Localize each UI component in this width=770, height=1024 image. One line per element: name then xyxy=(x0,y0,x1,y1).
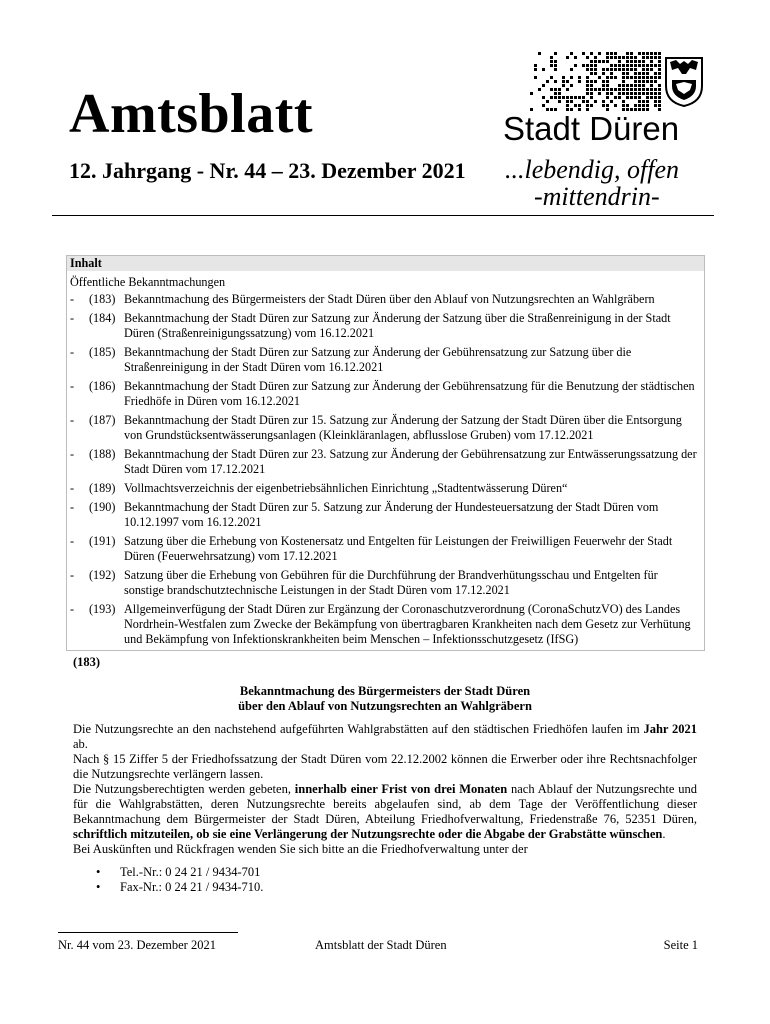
toc-item-dash: - xyxy=(70,602,75,616)
toc-item-number: (187) xyxy=(89,413,116,427)
toc-item-text: Satzung über die Erhebung von Kostenersatz und Entgelten für Leistungen der Freiwilligen Feuerwehr der Stadt Düren (Feuerwehrsatzung) vom 17.12.2021 xyxy=(124,534,673,563)
toc-item-text: Bekanntmachung der Stadt Düren zur Satzung zur Änderung der Satzung über die Straßenreinigung in der Stadt Düren (Straßenreinigungssatzung) vom 16.12.2021 xyxy=(124,311,671,340)
bullet-icon: • xyxy=(96,880,101,894)
toc-item-dash: - xyxy=(70,447,75,461)
toc-item xyxy=(67,568,704,598)
toc-item-text: Satzung über die Erhebung von Gebühren für die Durchführung der Brandverhütungsschau und Entgelten für sonstige brandschutztechnische Leistungen in der Stadt Düren vom 17.12.2021 xyxy=(124,568,658,597)
toc-item-number: (189) xyxy=(89,481,116,495)
text-run: ab. xyxy=(73,737,88,751)
slogan-line-1: ...lebendig, offen xyxy=(505,155,680,184)
toc-item-number: (190) xyxy=(89,500,116,514)
paragraph-3 xyxy=(73,782,697,842)
toc-item xyxy=(67,481,704,496)
toc-item-dash: - xyxy=(70,534,75,548)
toc-item-dash: - xyxy=(70,500,75,514)
bullet-icon: • xyxy=(96,865,101,879)
toc-item-text: Bekanntmachung der Stadt Düren zur Satzung zur Änderung der Gebührensatzung zur Satzung über die Straßenreinigung in der Stadt Düren vom 16.12.2021 xyxy=(124,345,632,374)
toc-item-text: Bekanntmachung der Stadt Düren zur 23. Satzung zur Änderung der Gebührensatzung zur Entwässerungssatzung der Stadt Düren vom 17.12.2021 xyxy=(124,447,697,476)
toc-item-text: Bekanntmachung der Stadt Düren zur 15. Satzung zur Änderung der Satzung der Stadt Düren über die Entsorgung von Grundstücksentwässerungsanlagen (Kleinkläranlagen, abflusslose Gruben) vom 17.12.2021 xyxy=(124,413,682,442)
toc-item-dash: - xyxy=(70,481,75,495)
toc-item-text: Vollmachtsverzeichnis der eigenbetriebsähnlichen Einrichtung „Stadtentwässerung Düren“ xyxy=(124,481,568,495)
article-title xyxy=(73,684,697,714)
slogan-line-2: -mittendrin- xyxy=(534,182,660,211)
text-run: Die Nutzungsrechte an den nachstehend aufgeführten Wahlgrabstätten auf den städtischen Friedhöfen laufen im xyxy=(73,722,644,736)
footer-publication: Amtsblatt der Stadt Düren xyxy=(315,938,447,952)
toc-item-number: (192) xyxy=(89,568,116,582)
article-title-line-2: über den Ablauf von Nutzungsrechten an Wahlgräbern xyxy=(238,699,532,713)
contact-text: Tel.-Nr.: 0 24 21 / 9434-701 xyxy=(120,865,261,879)
paragraph-1 xyxy=(73,722,697,752)
toc-item-dash: - xyxy=(70,345,75,359)
article-number: (183) xyxy=(73,655,101,669)
footer-page-number: Seite 1 xyxy=(663,938,698,952)
footer-issue: Nr. 44 vom 23. Dezember 2021 xyxy=(58,938,216,952)
toc-item xyxy=(67,311,704,341)
issue-line: 12. Jahrgang - Nr. 44 – 23. Dezember 2021 xyxy=(69,158,466,183)
contact-item-fax xyxy=(96,880,263,895)
toc-item-dash: - xyxy=(70,379,75,393)
text-run: nach Ablauf der Nutzungsrechte und für die Wahlgrabstätten, deren Nutzungsrechte bereits abgelaufen sind, ab dem Tage der Veröffentlichung dieser Bekanntmachung dem Bürgermeister der Stadt Düren, Abteilung Friedhofverwaltung, Friedenstraße 76, 52351 Düren, xyxy=(73,782,698,826)
contact-text: Fax-Nr.: 0 24 21 / 9434-710. xyxy=(120,880,264,894)
toc-item-text: Allgemeinverfügung der Stadt Düren zur Ergänzung der Coronaschutzverordnung (CoronaSchutzVO) des Landes Nordrhein-Westfalen zum Zwecke der Bekämpfung von übertragbaren Krankheiten nach dem Gesetz zur Verhütung und Bekämpfung von Infektionskrankheiten beim Menschen – Infektionsschutzgesetz (IfSG) xyxy=(124,602,691,646)
text-run-bold: innerhalb einer Frist von drei Monaten xyxy=(294,782,508,796)
article-body xyxy=(73,722,697,857)
paragraph-2: Nach § 15 Ziffer 5 der Friedhofssatzung der Stadt Düren vom 22.12.2002 können die Erwerber oder ihre Rechtsnachfolger die Nutzungsrechte verlängern lassen. xyxy=(73,752,697,781)
toc-section-title: Öffentliche Bekanntmachungen xyxy=(70,275,226,289)
table-of-contents xyxy=(66,255,705,651)
brand-name: Stadt Düren xyxy=(503,110,680,147)
toc-item xyxy=(67,345,704,375)
toc-item xyxy=(67,500,704,530)
page-title: Amtsblatt xyxy=(69,83,314,145)
contact-item-phone xyxy=(96,865,263,880)
text-run-bold: Jahr 2021 xyxy=(643,722,697,736)
text-run-bold: schriftlich mitzuteilen, ob sie eine Verlängerung der Nutzungsrechte oder die Abgabe der Grabstätte wünschen xyxy=(73,827,663,841)
toc-item xyxy=(67,292,704,307)
toc-item-dash: - xyxy=(70,311,75,325)
toc-heading: Inhalt xyxy=(67,256,704,271)
pixel-pattern-logo-icon xyxy=(530,52,662,112)
toc-item-text: Bekanntmachung der Stadt Düren zur Satzung zur Änderung der Gebührensatzung für die Benutzung der städtischen Friedhöfe in Düren vom 16.12.2021 xyxy=(124,379,695,408)
toc-item-number: (188) xyxy=(89,447,116,461)
city-crest-eagle-icon xyxy=(664,56,704,108)
toc-item-dash: - xyxy=(70,568,75,582)
toc-item-number: (184) xyxy=(89,311,116,325)
toc-item xyxy=(67,534,704,564)
toc-item xyxy=(67,447,704,477)
toc-list xyxy=(67,292,704,647)
header-divider xyxy=(52,215,714,216)
toc-item-text: Bekanntmachung der Stadt Düren zur 5. Satzung zur Änderung der Hundesteuersatzung der Stadt Düren vom 10.12.1997 vom 16.12.2021 xyxy=(124,500,659,529)
paragraph-4: Bei Auskünften und Rückfragen wenden Sie sich bitte an die Friedhofverwaltung unter der xyxy=(73,842,528,856)
toc-item xyxy=(67,602,704,647)
toc-item-number: (185) xyxy=(89,345,116,359)
toc-item-number: (193) xyxy=(89,602,116,616)
toc-item-text: Bekanntmachung des Bürgermeisters der Stadt Düren über den Ablauf von Nutzungsrechten an Wahlgräbern xyxy=(124,292,655,306)
toc-item xyxy=(67,413,704,443)
text-run: . xyxy=(662,827,666,841)
toc-item-number: (191) xyxy=(89,534,116,548)
toc-item-dash: - xyxy=(70,292,75,306)
footer-divider xyxy=(58,932,238,933)
toc-item-dash: - xyxy=(70,413,75,427)
toc-item-number: (183) xyxy=(89,292,116,306)
toc-item-number: (186) xyxy=(89,379,116,393)
toc-item xyxy=(67,379,704,409)
article-title-line-1: Bekanntmachung des Bürgermeisters der Stadt Düren xyxy=(239,684,531,698)
text-run: Die Nutzungsberechtigten werden gebeten, xyxy=(73,782,295,796)
contact-list xyxy=(96,865,263,895)
